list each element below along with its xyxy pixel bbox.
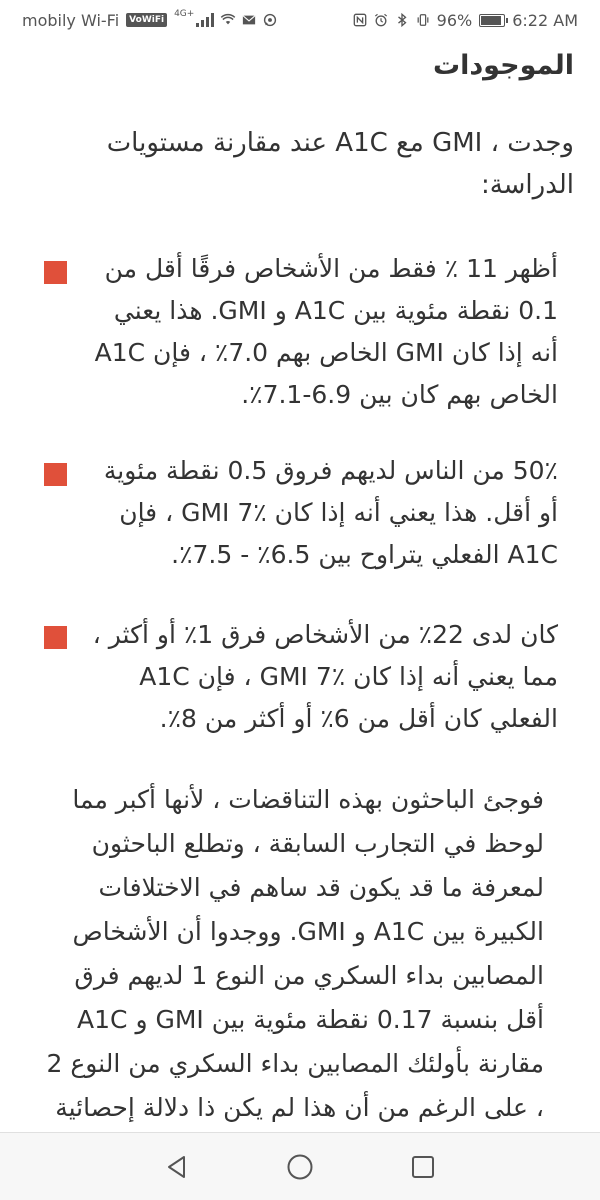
section-title: الموجودات	[432, 50, 574, 81]
network-type: 4G+	[174, 9, 195, 19]
body-paragraph: فوجئ الباحثون بهذه التناقضات ، لأنها أكبر مما لوحظ في التجارب السابقة ، وتطلع الباحثون لمعرفة ما قد يكون قد ساهم في الاختلافات الكبيرة بين A1C و GMI. ووجدوا أن الأشخاص المصابين بداء السكري من النوع 1 لديهم فرق أقل بنسبة 0.17 نقطة مئوية بين GMI و A1C مقارنة بأولئك المصابين بداء السكري من النوع 2 ، على الرغم من أن هذا لم يكن ذا دلالة إحصائية	[46, 785, 544, 1122]
home-button[interactable]	[275, 1142, 325, 1192]
status-left	[22, 11, 277, 30]
battery-percent: 96%	[436, 10, 473, 30]
wifi-icon	[221, 13, 235, 27]
bullet-marker	[44, 463, 67, 486]
navigation-bar	[0, 1132, 600, 1200]
back-button[interactable]	[152, 1142, 202, 1192]
vowifi-badge: VoWiFi	[126, 13, 167, 27]
signal-icon	[196, 13, 214, 27]
battery-icon	[479, 14, 505, 27]
clock: 6:22 AM	[512, 10, 578, 30]
battery-wrap	[479, 14, 505, 27]
bluetooth-icon	[395, 13, 409, 27]
article-content	[0, 40, 600, 1132]
carrier-label: mobily Wi-Fi	[22, 10, 120, 30]
nfc-icon	[353, 13, 367, 27]
bullet-text: 50٪ من الناس لديهم فروق 0.5 نقطة مئوية أو أقل. هذا يعني أنه إذا كان GMI 7٪ ، فإن A1C الفعلي يتراوح بين 6.5٪ - 7.5٪.	[103, 456, 558, 569]
status-bar	[0, 0, 600, 40]
whatsapp-icon	[263, 13, 277, 27]
alarm-icon	[374, 13, 388, 27]
recents-button[interactable]	[398, 1142, 448, 1192]
recents-square-icon	[410, 1154, 436, 1180]
bullet-text: أظهر 11 ٪ فقط من الأشخاص فرقًا أقل من 0.1 نقطة مئوية بين A1C و GMI. هذا يعني أنه إذا كان GMI الخاص بهم 7.0٪ ، فإن A1C الخاص بهم كان بين 6.9-7.1٪.	[94, 254, 558, 409]
intro-text: وجدت ، GMI مع A1C عند مقارنة مستويات الدراسة:	[106, 128, 574, 200]
bullet-text: كان لدى 22٪ من الأشخاص فرق 1٪ أو أكثر ، مما يعني أنه إذا كان GMI 7٪ ، فإن A1C الفعلي كان أقل من 6٪ أو أكثر من 8٪.	[92, 620, 558, 733]
battery-fill	[481, 16, 501, 25]
home-circle-icon	[286, 1153, 314, 1181]
bullet-marker	[44, 261, 67, 284]
vibrate-icon	[416, 13, 430, 27]
bullet-marker	[44, 626, 67, 649]
back-triangle-icon	[164, 1154, 190, 1180]
status-right	[353, 11, 578, 30]
mail-icon	[242, 13, 256, 27]
